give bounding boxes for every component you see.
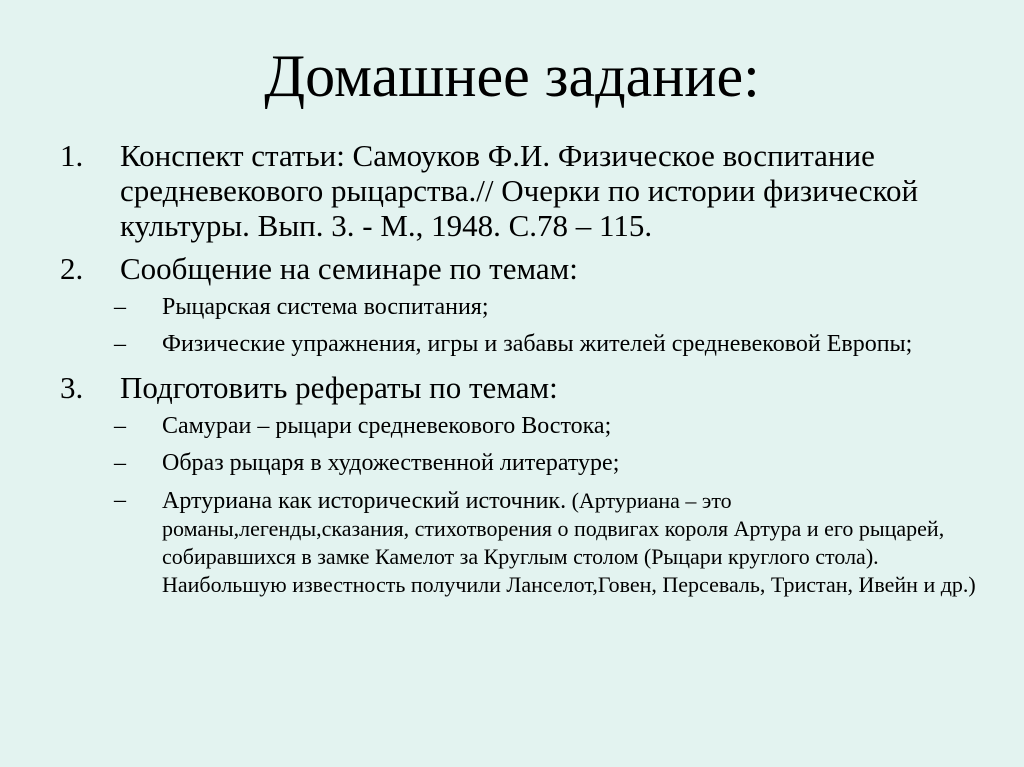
- subtopic-text: Образ рыцаря в художественной литературе;: [162, 450, 620, 476]
- subtopic-text: Физические упражнения, игры и забавы жителей средневековой Европы;: [162, 331, 913, 357]
- subtopic-text: Рыцарская система воспитания;: [162, 294, 489, 320]
- dash-marker: –: [114, 413, 126, 439]
- subtopic-item: [60, 487, 980, 599]
- subtopic-text: Самураи – рыцари средневекового Востока;: [162, 413, 612, 439]
- task-item-1: [60, 138, 980, 243]
- dash-marker: –: [114, 487, 126, 513]
- dash-marker: –: [114, 294, 126, 320]
- dash-marker: –: [114, 450, 126, 476]
- task-number: 2.: [60, 251, 84, 286]
- subtopic-note: (Артуриана – это романы,легенды,сказания, стихотворения о подвигах короля Артура и его рыцарей, собиравшихся в замке Камелот за Круглым столом (Рыцари круглого стола). Наибольшую известность получили Ланселот,Говен, Персеваль, Тристан, Ивейн и др.): [162, 488, 976, 597]
- task-number: 1.: [60, 138, 84, 173]
- subtopic-item: [60, 450, 980, 477]
- slide-title: Домашнее задание:: [264, 43, 760, 109]
- task-2-subtopics: [60, 294, 980, 358]
- subtopic-item: [60, 413, 980, 440]
- task-number: 3.: [60, 370, 84, 405]
- task-text: Конспект статьи: Самоуков Ф.И. Физическое воспитание средневекового рыцарства.// Очерки по истории физической культуры. Вып. 3. - М., 1948. С.78 – 115.: [120, 138, 919, 243]
- task-3-subtopics: [60, 413, 980, 599]
- subtopic-item: [60, 331, 980, 358]
- subtopic-text: Артуриана как исторический источник.: [162, 488, 567, 514]
- task-text: Сообщение на семинаре по темам:: [120, 251, 578, 286]
- dash-marker: –: [114, 331, 126, 357]
- subtopic-item: [60, 294, 980, 321]
- task-item-3: [60, 370, 980, 405]
- task-list: [60, 138, 980, 611]
- task-item-2: [60, 251, 980, 286]
- task-text: Подготовить рефераты по темам:: [120, 370, 558, 405]
